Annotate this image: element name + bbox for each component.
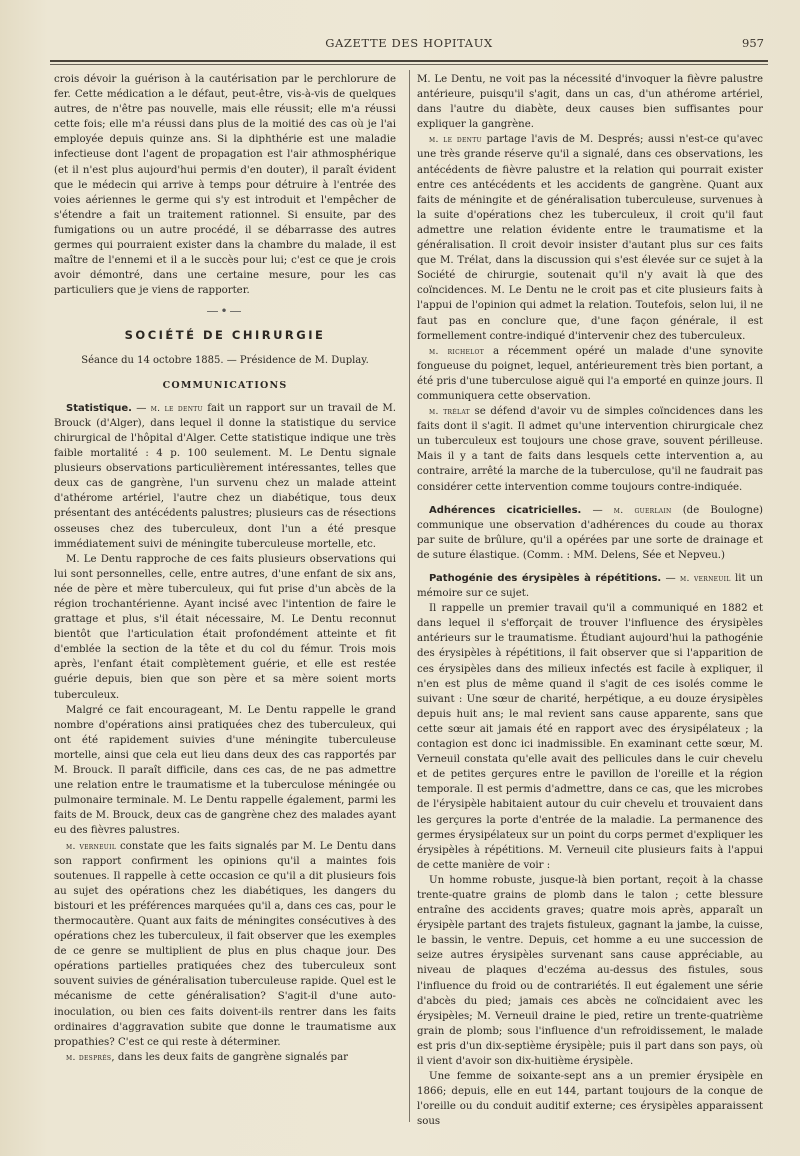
speaker-name: m. richelot bbox=[429, 345, 484, 357]
left-column bbox=[54, 72, 396, 1120]
paragraph: m. trélat se défend d'avoir vu de simples coïncidences dans les faits dont il s'agit. Il admet qu'une intervention chirurgicale chez un tuberculeux est toujours une chose grave, souvent périlleuse. Mais il y a tant de faits dans lesquels cette intervention a, au contraire, arrêté la marche de la tuberculose, qu'il ne faudrait pas considérer cette intervention comme toujours contre-indiquée. bbox=[417, 406, 763, 493]
page-header bbox=[50, 36, 768, 56]
subsection-title: COMMUNICATIONS bbox=[162, 379, 288, 391]
paragraph: Pathogénie des érysipèles à répétitions. — m. verneuil lit un mémoire sur ce sujet. bbox=[417, 573, 763, 600]
section-ornament: —•— bbox=[206, 304, 244, 319]
paragraph: m. verneuil constate que les faits signalés par M. Le Dentu dans son rapport confirment les opinions qu'il a maintes fois soutenues. Il rappelle à cette occasion ce qu'il a dit plusieurs fois au sujet des opérations chez les diabétiques, les dangers du bistouri et les préférences marquées qu'il a, dans ces cas, pour le thermocautère. Quant aux faits de méningites consécutives à des opérations chez les tuberculeux, il fait observer que les exemples de ce genre se multiplient de plus en plus chaque jour. Des opérations partielles pratiquées chez des tuberculeux sont souvent suivies de généralisation tuberculeuse rapide. Quel est le mécanisme de cette généralisation? S'agit-il d'une auto-inoculation, ou bien ces faits doivent-ils rentrer dans les faits ordinaires d'aggravation subite que donne le traumatisme aux propathies? C'est ce qui reste à déterminer. bbox=[54, 840, 396, 1048]
paragraph: crois dévoir la guérison à la cautérisation par le perchlorure de fer. Cette médication a le défaut, peut-être, vis-à-vis de quelques autres, de n'être pas nouvelle, mais elle réussit; elle m'a réussi cette fois; elle m'a réussi dans plus de la moitié des cas où je l'ai employée depuis quinze ans. Si la diphthérie est une maladie infectieuse dont l'agent de propagation est l'air athmosphérique (et il n'est plus aujourd'hui permis d'en douter), il paraît évident que le médecin qui arrive à temps pour détruire à l'entrée des voies aériennes le germe qui s'y est introduit et l'empêcher de s'étendre a fait un traitement rationnel. Si ensuite, par des fumigations ou un autre procédé, il se débarrasse des autres germes qui pourraient exister dans la chambre du malade, il est maître de l'ennemi et il a le succès pour lui; c'est ce que je crois avoir démontré, dans une certaine mesure, pour les cas particuliers que je viens de rapporter. bbox=[54, 74, 396, 297]
topic-heading: Statistique. bbox=[66, 402, 132, 414]
speaker-name: m. le dentu bbox=[429, 134, 482, 146]
paragraph: Statistique. — m. le dentu fait un rapport sur un travail de M. Brouck (d'Alger), dans lequel il donne la statistique du service chirurgical de l'hôpital d'Alger. Cette statistique indique une très faible mortalité : 4 p. 100 seulement. M. Le Dentu signale plusieurs observations particulièrement intéressantes, telles que deux cas de gangrène, l'un survenu chez un malade atteint d'athérome artériel, l'autre chez un diabétique, tous deux présentant des antécédents palustres; plusieurs cas de résections osseuses chez des tuberculeux, dont l'un a été presque immédiatement suivi de méningite tuberculeuse mortelle, etc. bbox=[54, 402, 396, 550]
paragraph: m. richelot a récemment opéré un malade d'une synovite fongueuse du poignet, lequel, antérieurement très bien portant, a été pris d'une tuberculose aiguë qui l'a emporté en quinze jours. Il communiquera cette observation. bbox=[417, 345, 763, 402]
paragraph: Une femme de soixante-sept ans a un premier érysipèle en 1866; depuis, elle en eut 144, partant toujours de la conque de l'oreille ou du conduit auditif externe; ces érysipèles apparaissent sous bbox=[417, 1071, 763, 1128]
journal-title: GAZETTE DES HOPITAUX bbox=[325, 36, 493, 50]
paragraph: Malgré ce fait encourageant, M. Le Dentu rappelle le grand nombre d'opérations ainsi pratiquées chez des tuberculeux, qui ont été rapidement suivies d'une méningite tuberculeuse mortelle, ainsi que cela eut lieu dans deux des cas rapportés par M. Brouck. Il paraît difficile, dans ces cas, de ne pas admettre une relation entre le traumatisme et la tuberculose méningée ou pulmonaire terminale. M. Le Dentu rappelle également, parmi les faits de M. Brouck, deux cas de gangrène chez des malades ayant eu des fièvres palustres. bbox=[54, 704, 396, 837]
paragraph: M. Le Dentu, ne voit pas la nécessité d'invoquer la fièvre palustre antérieure, puisqu'il s'agit, dans un cas, d'un athérome artériel, dans l'autre du diabète, deux causes bien suffisantes pour expliquer la gangrène. bbox=[417, 74, 763, 131]
page-number: 957 bbox=[742, 36, 764, 50]
topic-heading: Adhérences cicatricielles. bbox=[429, 504, 582, 516]
session-line: Séance du 14 octobre 1885. — Présidence de M. Duplay. bbox=[81, 354, 369, 366]
header-rule-thin bbox=[50, 64, 768, 65]
speaker-name: m. trélat bbox=[429, 406, 470, 418]
header-rule bbox=[50, 60, 768, 62]
speaker-name: m. le dentu bbox=[150, 402, 203, 414]
section-title: SOCIÉTÉ DE CHIRURGIE bbox=[124, 327, 326, 342]
speaker-name: m. verneuil bbox=[66, 840, 117, 852]
column-separator bbox=[409, 70, 410, 1122]
speaker-name: m. després bbox=[66, 1051, 112, 1063]
paragraph: m. le dentu partage l'avis de M. Després; aussi n'est-ce qu'avec une très grande réserve qu'il a signalé, dans ces observations, les antécédents de fièvre palustre et la relation qui pourrait exister entre ces antécédents et les accidents de gangrène. Quant aux faits de méningite et de généralisation tuberculeuse, survenues à la suite d'opérations chez les tuberculeux, il croit qu'il faut admettre une relation évidente entre le traumatisme et la généralisation. Il croit devoir insister d'autant plus sur ces faits que M. Trélat, dans la discussion qui s'est élevée sur ce sujet à la Société de chirurgie, soutenait qu'il n'y avait là que des coïncidences. M. Le Dentu ne le croit pas et cite plusieurs faits à l'appui de l'opinion qui admet la relation. Toutefois, selon lui, il ne faut pas en conclure que, d'une façon générale, il est formellement contre-indiqué d'intervenir chez des tuberculeux. bbox=[417, 134, 763, 342]
paragraph: m. després, dans les deux faits de gangrène signalés par bbox=[66, 1051, 349, 1063]
paragraph: Il rappelle un premier travail qu'il a communiqué en 1882 et dans lequel il s'efforçait de trouver l'influence des érysipèles antérieurs sur le traumatisme. Étudiant aujourd'hui la pathogénie des érysipèles à répétitions, il fait observer que si l'apparition de ces érysipèles dans des milieux infectés est facile à expliquer, il n'en est plus de même quand il s'agit de ces isolés comme le suivant : Une sœur de charité, herpétique, a eu douze érysipèles depuis huit ans; le mal revient sans cause apparente, sans que cette sœur ait jamais été en rapport avec des érysipélateux ; la contagion est donc ici inadmissible. En examinant cette sœur, M. Verneuil constata qu'elle avait des pellicules dans le cuir chevelu et de petites gerçures entre le pavillon de l'oreille et la région temporale. Il est permis d'admettre, dans ce cas, que les microbes de l'érysipèle habitaient autour du cuir chevelu et trouvaient dans les gerçures la porte d'entrée de la maladie. La permanence des germes érysipélateux sur un point du corps permet d'expliquer les érysipèles à répétitions. M. Verneuil cite plusieurs faits à l'appui de cette manière de voir : bbox=[417, 603, 763, 871]
paragraph: Un homme robuste, jusque-là bien portant, reçoit à la chasse trente-quatre grains de plomb dans le talon ; cette blessure entraîne des accidents graves; quatre mois après, apparaît un érysipèle partant des trajets fistuleux, gagnant la jambe, la cuisse, le bassin, le ventre. Depuis, cet homme a eu une succession de seize autres érysipèles survenant sans cause appréciable, au niveau de plaques d'eczéma au-dessus des fistules, sous l'influence du froid ou de contrariétés. Il eut également une série d'abcès du pied; jamais ces abcès ne coïncidaient avec les érysipèles; M. Verneuil draine le pied, retire un trente-quatrième grain de plomb; sous l'influence d'un refroidissement, le malade est pris d'un dix-septième érysipèle; puis il part dans son pays, où il vient d'avoir son dix-huitième érysipèle. bbox=[417, 874, 763, 1067]
speaker-name: m. guerlain bbox=[613, 504, 672, 516]
paragraph: M. Le Dentu rapproche de ces faits plusieurs observations qui lui sont personnelles, celle, entre autres, d'une enfant de six ans, née de père et mère tuberculeux, qui fut prise d'un abcès de la région trochantérienne. Ayant incisé avec l'intention de faire le grattage et plus, s'il était nécessaire, M. Le Dentu reconnut bientôt que l'articulation était profondément atteinte et fit d'emblée la section de la tête et du col du fémur. Trois mois après, l'enfant était complètement guérie, et elle est restée guérie depuis, bien que son père et sa mère soient morts tuberculeux. bbox=[54, 553, 396, 701]
right-column bbox=[417, 72, 763, 1128]
topic-heading: Pathogénie des érysipèles à répétitions. bbox=[429, 573, 662, 584]
paragraph: Adhérences cicatricielles. — m. guerlain (de Boulogne) communique une observation d'adhérences du coude au thorax par suite de brûlure, qu'il a opérées par une sorte de drainage et de suture élastique. (Comm. : MM. Delens, Sée et Nepveu.) bbox=[417, 504, 763, 561]
speaker-name: m. verneuil bbox=[680, 573, 731, 584]
